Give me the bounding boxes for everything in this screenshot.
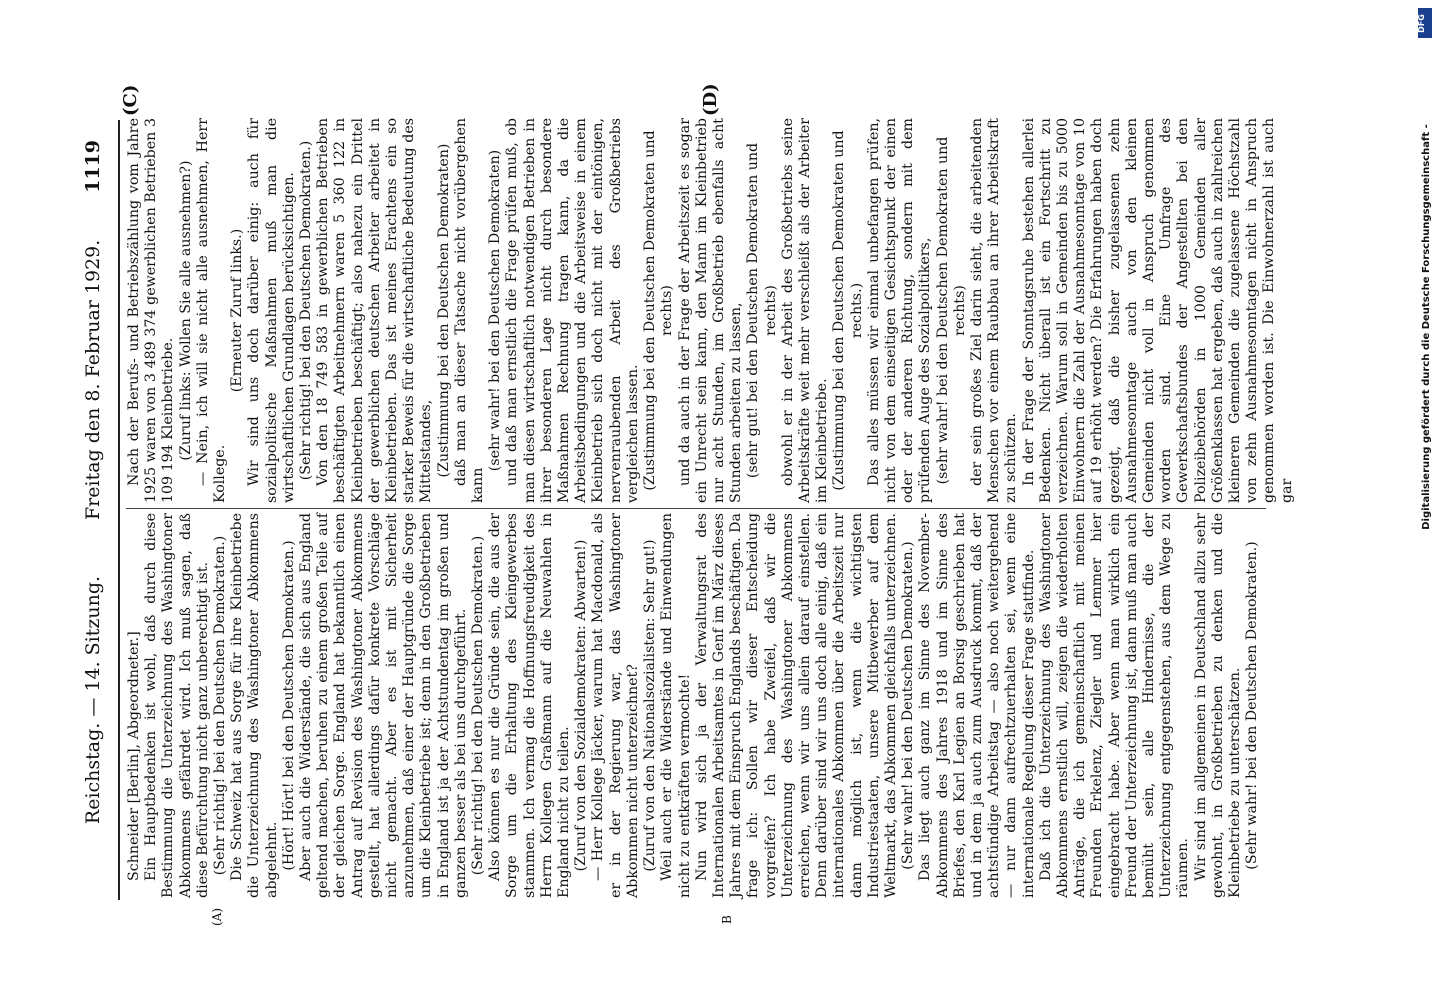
paragraph: Das liegt auch ganz im Sinne des November-Abkommens des Jahres 1918 und im Sinne des Briefes, den Karl Legien an Borsig geschrieben hat und in dem ja auch zum Ausdruck kommt, daß der achtstündige Arbeitstag — also noch weitergehend — nur dann aufrechtzuerhalten sei, wenn eine internationale Regelung dieser Frage stattfinde. <box>917 513 1037 898</box>
paragraph: Nun wird sich ja der Verwaltungsrat des Internationalen Arbeitsamtes in Genf im März dieses Jahres mit dem Einspruch Englands beschäftigen. Da frage ich: Sollen wir dieser Entscheidung vorgreifen? Ich habe Zweifel, daß wir die Unterzeichnung des Washingtoner Abkommens erreichen, wenn wir uns allein darauf einstellen. Denn darüber sind wir uns doch alle einig, daß ein internationales Abkommen über die Arbeitszeit nur dann möglich ist, wenn die wichtigsten Industriestaaten, unsere Mitbewerber auf dem Weltmarkt, das Abkommen gleichfalls unterzeichnen. <box>693 513 899 898</box>
header-left: Reichstag. — 14. Sitzung. <box>82 575 104 825</box>
paragraph: Von den 18 749 583 in gewerblichen Betrieben beschäftigten Arbeitnehmern waren 5 360 122 in Kleinbetrieben beschäftigt; also nahezu ein Drittel der gewerblichen deutschen Arbeiter arbeitet in Kleinbetrieben. Das ist meines Erachtens ein so starker Beweis für die wirtschaftliche Bedeutung des Mittelstandes, <box>315 118 435 503</box>
margin-mark-a: (A) <box>210 907 224 926</box>
interjection: (Sehr richtig! bei den Deutschen Demokraten.) <box>470 535 487 876</box>
interjection: (sehr wahr! bei den Deutschen Demokraten) <box>487 149 504 472</box>
paragraph: — Nein, ich will sie nicht alle ausnehmen, Herr Kollege. <box>194 118 229 503</box>
paragraph: In der Frage der Sonntagsruhe bestehen allerlei Bedenken. Nicht überall ist ein Fortschritt zu verzeichnen. Warum soll in Gemeinden bis zu 5000 Einwohnern die Zahl der Ausnahmesonntage von 10 auf 19 erhöht werden? Die Erfahrungen haben doch gezeigt, daß die bisher zugelassenen zehn Ausnahmesonntage auch von den kleinen Gemeinden nicht voll in Anspruch genommen worden sind. Eine Umfrage des Gewerkschaftsbundes der Angestellten bei den Polizeibehörden in 1000 Gemeinden aller Größenklassen hat ergeben, daß auch in zahlreichen kleineren Gemeinden die zugelassene Höchstzahl von zehn Ausnahmesonntagen nicht in Anspruch genommen worden ist. Die Einwohnerzahl ist auch gar <box>1020 118 1295 503</box>
digitization-strip <box>1418 0 1434 1000</box>
interjection: (sehr wahr! bei den Deutschen Demokraten und rechts) <box>934 136 968 485</box>
paragraph: Nach der Berufs- und Betriebszählung vom Jahre 1925 waren von 3 489 374 gewerblichen Betrieben 3 109 194 Kleinbetriebe. <box>126 118 177 503</box>
digitization-note: Digitalisierung gefördert durch die Deutsche Forschungsgemeinschaft - <box>1421 124 1432 530</box>
interjection: (Sehr wahr! bei den Deutschen Demokraten.) <box>900 541 917 870</box>
margin-mark-b: B <box>720 915 734 924</box>
margin-mark-d: (D) <box>700 83 721 116</box>
text-column-left <box>126 513 1261 898</box>
interjection: (sehr gut! bei den Deutschen Demokraten und rechts) <box>745 142 779 479</box>
paragraph: obwohl er in der Arbeit des Großbetriebs seine Arbeitskräfte weit mehr verschleißt als der Arbeiter im Kleinbetriebe. <box>779 118 831 503</box>
paragraph: Schneider [Berlin], Abgeordneter.] <box>126 631 142 881</box>
interjection: (Sehr wahr! bei den Deutschen Demokraten.) <box>1244 541 1261 870</box>
interjection: (Zuruf links: Wollen Sie alle ausnehmen?) <box>177 160 194 461</box>
interjection: (Zuruf von den Sozialdemokraten: Abwarten!) <box>573 539 590 872</box>
interjection: (Zustimmung bei den Deutschen Demokraten und rechts) <box>642 130 676 491</box>
paragraph: Daß ich die Unterzeichnung des Washingtoner Abkommens ernstlich will, zeigen die wiederholten Anträge, die ich gemeinschaftlich mit meinen Freunden Erkelenz, Ziegler und Lemmer hier eingebracht habe. Aber wenn man wirklich ein Freund der Unterzeichnung ist, dann muß man auch bemüht sein, alle Hindernisse, die der Unterzeichnung entgegenstehen, aus dem Wege zu räumen. <box>1037 513 1192 898</box>
paragraph: Die Schweiz hat aus Sorge für ihre Kleinbetriebe die Unterzeichnung des Washingtoner Abkommens abgelehnt. <box>229 513 280 898</box>
text-column-right <box>126 118 1296 503</box>
paragraph: — Herr Kollege Jäcker, warum hat Macdonald, als er in der Regierung war, das Washingtoner Abkommen nicht unterzeichnet? <box>590 513 641 898</box>
interjection: (Sehr richtig! bei den Deutschen Demokraten.) <box>212 535 229 876</box>
paragraph: daß man an dieser Tatsache nicht vorübergehen kann <box>452 118 487 503</box>
interjection: (Zuruf von den Nationalsozialisten: Sehr gut!) <box>642 539 659 872</box>
paragraph: und daß man ernstlich die Frage prüfen muß, ob man diesen wirtschaftlich notwendigen Betrieben in ihrer besonderen Lage nicht durch besondere Maßnahmen Rechnung tragen kann, da die Arbeitsbedingungen und die Arbeitsweise in einem Kleinbetrieb sich doch nicht mit der eintönigen, nervenraubenden Arbeit des Großbetriebs vergleichen lassen. <box>504 118 641 503</box>
interjection: (Zustimmung bei den Deutschen Demokraten und rechts.) <box>831 130 865 491</box>
paragraph: der sein großes Ziel darin sieht, die arbeitenden Menschen vor einem Raubbau an ihrer Arbeitskraft zu schützen. <box>968 118 1020 503</box>
paragraph: Also können es nur die Gründe sein, die aus der Sorge um die Erhaltung des Kleingewerbes stammen. Ich vermag die Hoffnungsfreudigkeit des Herrn Kollegen Graßmann auf die Neuwahlen in England nicht zu teilen. <box>487 513 573 898</box>
paragraph: Das alles müssen wir einmal unbefangen prüfen, nicht von dem einseitigen Gesichtspunkt der einen oder der anderen Richtung, sondern mit dem prüfenden Auge des Sozialpolitikers, <box>865 118 934 503</box>
dfg-logo: DFG <box>1418 8 1432 38</box>
header-date: Freitag den 8. Februar 1929. <box>82 239 104 520</box>
header-rule <box>118 120 120 900</box>
paragraph: Wir sind im allgemeinen in Deutschland allzu sehr gewohnt, in Großbetrieben zu denken und die Kleinbetriebe zu unterschätzen. <box>1192 513 1243 898</box>
interjection: (Sehr richtig! bei den Deutschen Demokraten.) <box>298 140 315 481</box>
header-right <box>82 140 114 520</box>
paragraph: Wir sind uns doch darüber einig: auch für sozialpolitische Maßnahmen muß man die wirtschaftlichen Grundlagen berücksichtigen. <box>246 118 297 503</box>
paragraph: und da auch in der Frage der Arbeitszeit es sogar ein Unrecht sein kann, den Mann im Kleinbetrieb nur acht Stunden, im Großbetrieb ebenfalls acht Stunden arbeiten zu lassen, <box>676 118 745 503</box>
page-number: 1119 <box>82 140 104 193</box>
margin-mark-c: (C) <box>120 84 141 116</box>
paragraph: Aber auch die Widerstände, die sich aus England geltend machen, beruhen zu einem großen Teile auf der gleichen Sorge. England hat bekanntlich einen Antrag auf Revision des Washingtoner Abkommens gestellt, hat allerdings dafür konkrete Vorschläge nicht gemacht. Aber es ist mit Sicherheit anzunehmen, daß einer der Hauptgründe die Sorge um die Kleinbetriebe ist; denn in den Großbetrieben in England ist ja der Achtstundentag im großen und ganzen besser als bei uns durchgeführt. <box>298 513 469 898</box>
interjection: (Hört! Hört! bei den Deutschen Demokraten.) <box>280 540 297 871</box>
interjection: (Erneuter Zuruf links.) <box>229 228 246 393</box>
paragraph: Weil auch er die Widerstände und Einwendungen nicht zu entkräften vermochte! <box>659 513 693 898</box>
paragraph: Ein Hauptbedenken ist wohl, daß durch diese Bestimmung die Unterzeichnung des Washingtoner Abkommens gefährdet wird. Ich muß sagen, daß diese Befürchtung nicht ganz unberechtigt ist. <box>143 513 211 898</box>
interjection: (Zustimmung bei den Deutschen Demokraten) <box>435 143 452 478</box>
column-divider <box>126 508 1266 509</box>
